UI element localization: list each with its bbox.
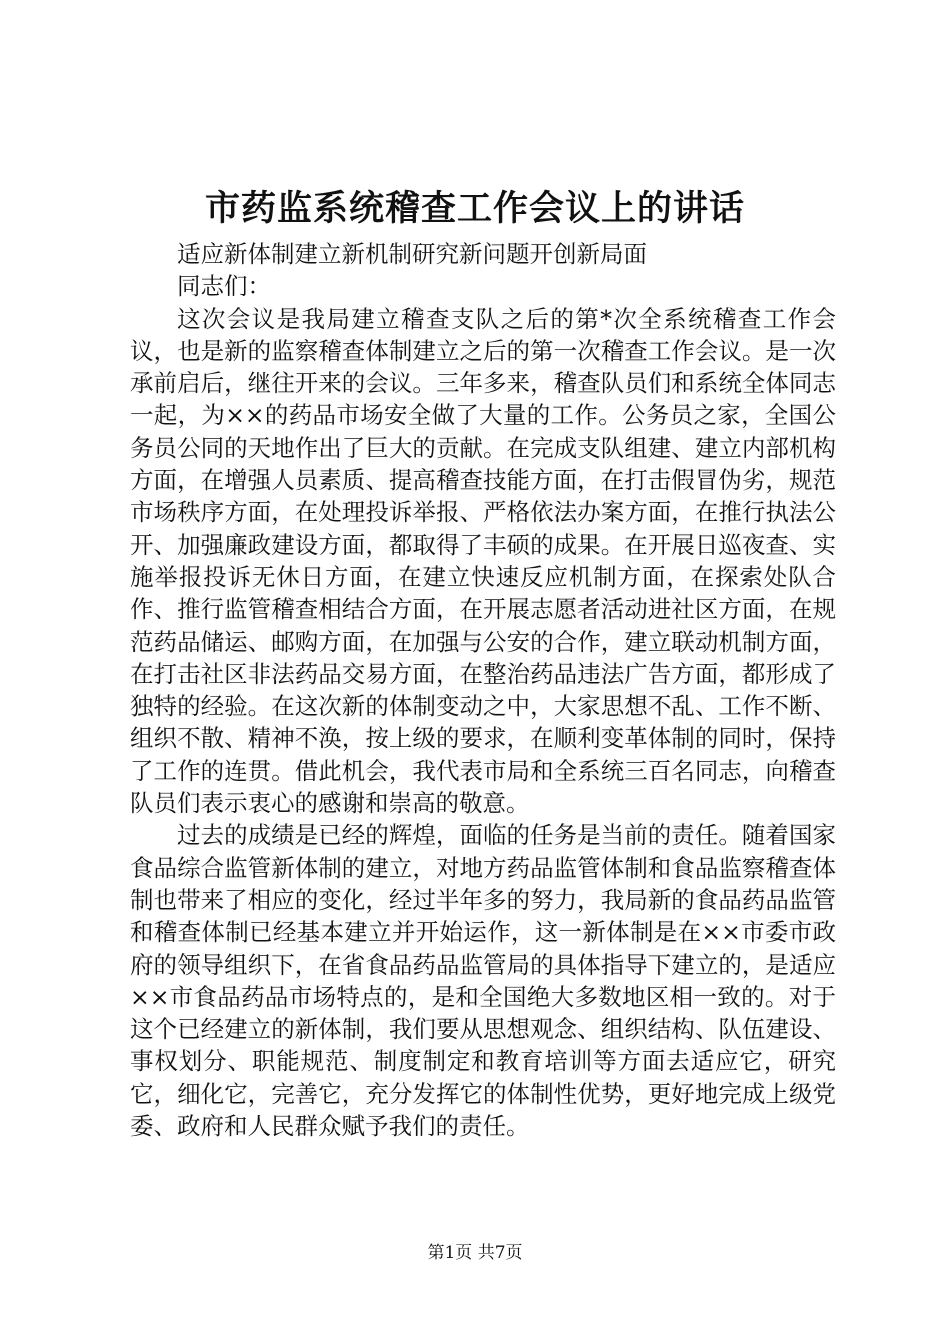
page-footer: 第1页 共7页 [427, 1243, 523, 1263]
salutation: 同志们： [177, 272, 271, 301]
paragraph-1: 这次会议是我局建立稽查支队之后的第*次全系统稽查工作会议，也是新的监察稽查体制建立之后的第一次稽查工作会议。是一次承前启后，继往开来的会议。三年多来，稽查队员们和系统全体同志一起，为××的药品市场安全做了大量的工作。公务员之家，全国公务员公同的天地作出了巨大的贡献。在完成支队组建、建立内部机构方面，在增强人员素质、提高稽查技能方面，在打击假冒伪劣，规范市场秩序方面，在处理投诉举报、严格依法办案方面，在推行执法公开、加强廉政建设方面，都取得了丰硕的成果。在开展日巡夜查、实施举报投诉无休日方面，在建立快速反应机制方面，在探索处队合作、推行监管稽查相结合方面，在开展志愿者活动进社区方面，在规范药品储运、邮购方面，在加强与公安的合作，建立联动机制方面，在打击社区非法药品交易方面，在整治药品违法广告方面，都形成了独特的经验。在这次新的体制变动之中，大家思想不乱、工作不断、组织不散、精神不涣，按上级的要求，在顺利变革体制的同时，保持了工作的连贯。借此机会，我代表市局和全系统三百名同志，向稽查队员们表示衷心的感谢和崇高的敬意。 [130, 304, 836, 818]
paragraph-2: 过去的成绩是已经的辉煌，面临的任务是当前的责任。随着国家食品综合监管新体制的建立，对地方药品监管体制和食品监察稽查体制也带来了相应的变化，经过半年多的努力，我局新的食品药品监管和稽查体制已经基本建立并开始运作，这一新体制是在××市委市政府的领导组织下，在省食品药品监管局的具体指导下建立的，是适应××市食品药品市场特点的，是和全国绝大多数地区相一致的。对于这个已经建立的新体制，我们要从思想观念、组织结构、队伍建设、事权划分、职能规范、制度制定和教育培训等方面去适应它，研究它，细化它，完善它，充分发挥它的体制性优势，更好地完成上级党委、政府和人民群众赋予我们的责任。 [130, 821, 836, 1141]
page-title: 市药监系统稽查工作会议上的讲话 [204, 188, 745, 229]
document-body [130, 238, 836, 1142]
subtitle: 适应新体制建立新机制研究新问题开创新局面 [177, 240, 647, 268]
